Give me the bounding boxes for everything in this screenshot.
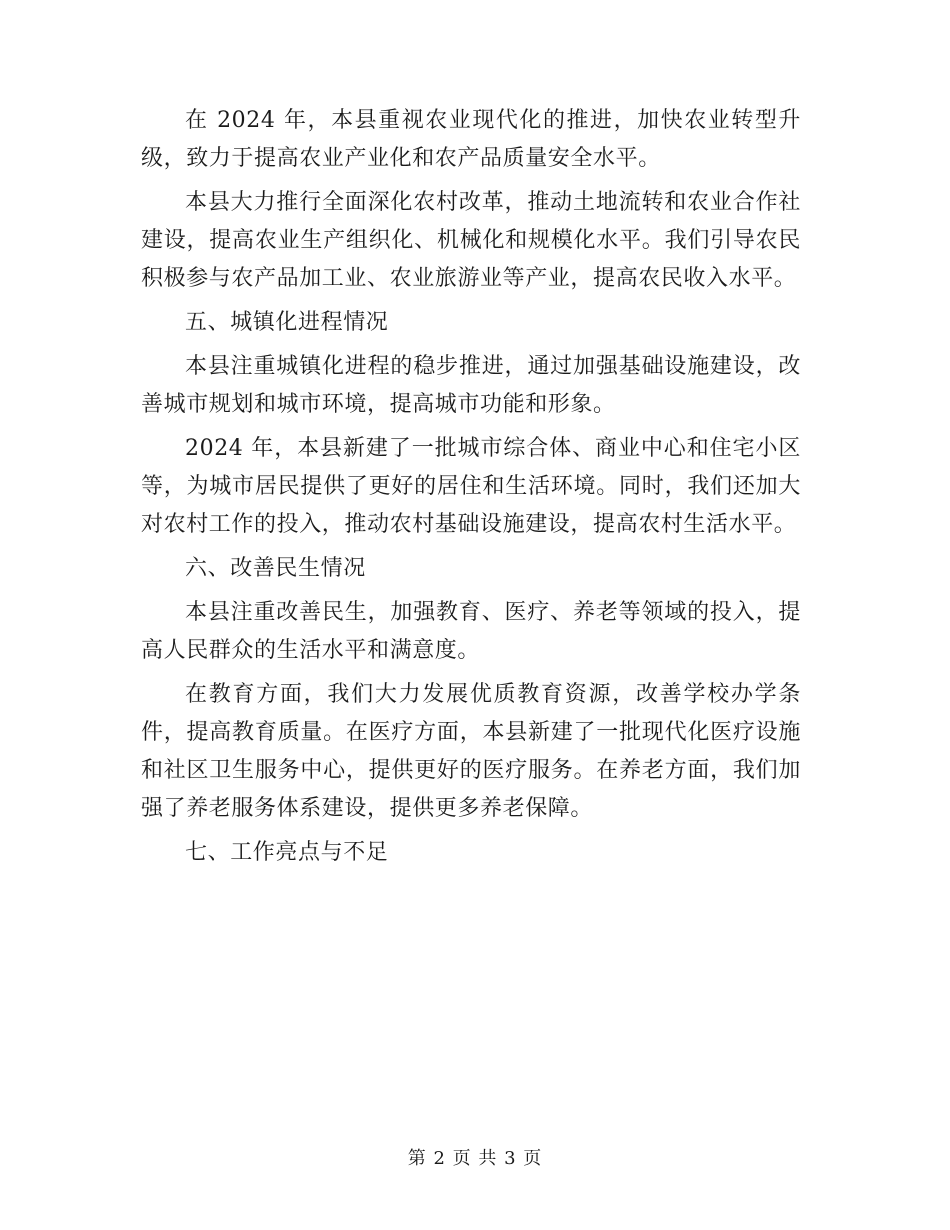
paragraph-urbanization-intro: 本县注重城镇化进程的稳步推进，通过加强基础设施建设，改善城市规划和城市环境，提高城市功能和形象。 (141, 354, 801, 417)
paragraph-education-medical-elderly: 在教育方面，我们大力发展优质教育资源，改善学校办学条件，提高教育质量。在医疗方面，本县新建了一批现代化医疗设施和社区卫生服务中心，提供更好的医疗服务。在养老方面，我们加强了养老服务体系建设，提供更多养老保障。 (141, 682, 801, 821)
paragraph-livelihood-intro: 本县注重改善民生，加强教育、医疗、养老等领域的投入，提高人民群众的生活水平和满意度。 (141, 600, 801, 663)
section-heading-livelihood: 六、改善民生情况 (185, 556, 366, 581)
paragraph-urban-construction: 2024 年，本县新建了一批城市综合体、商业中心和住宅小区等，为城市居民提供了更好的居住和生活环境。同时，我们还加大对农村工作的投入，推动农村基础设施建设，提高农村生活水平。 (141, 436, 801, 537)
paragraph-rural-reform: 本县大力推行全面深化农村改革，推动土地流转和农业合作社建设，提高农业生产组织化、机械化和规模化水平。我们引导农民积极参与农产品加工业、农业旅游业等产业，提高农民收入水平。 (141, 190, 801, 291)
section-heading-highlights: 七、工作亮点与不足 (185, 840, 389, 865)
page-number-footer: 第 2 页 共 3 页 (407, 1148, 543, 1169)
paragraph-agriculture-modernization: 在 2024 年，本县重视农业现代化的推进，加快农业转型升级，致力于提高农业产业化和农产品质量安全水平。 (141, 108, 801, 171)
section-heading-urbanization: 五、城镇化进程情况 (185, 310, 389, 335)
document-body (141, 102, 801, 878)
